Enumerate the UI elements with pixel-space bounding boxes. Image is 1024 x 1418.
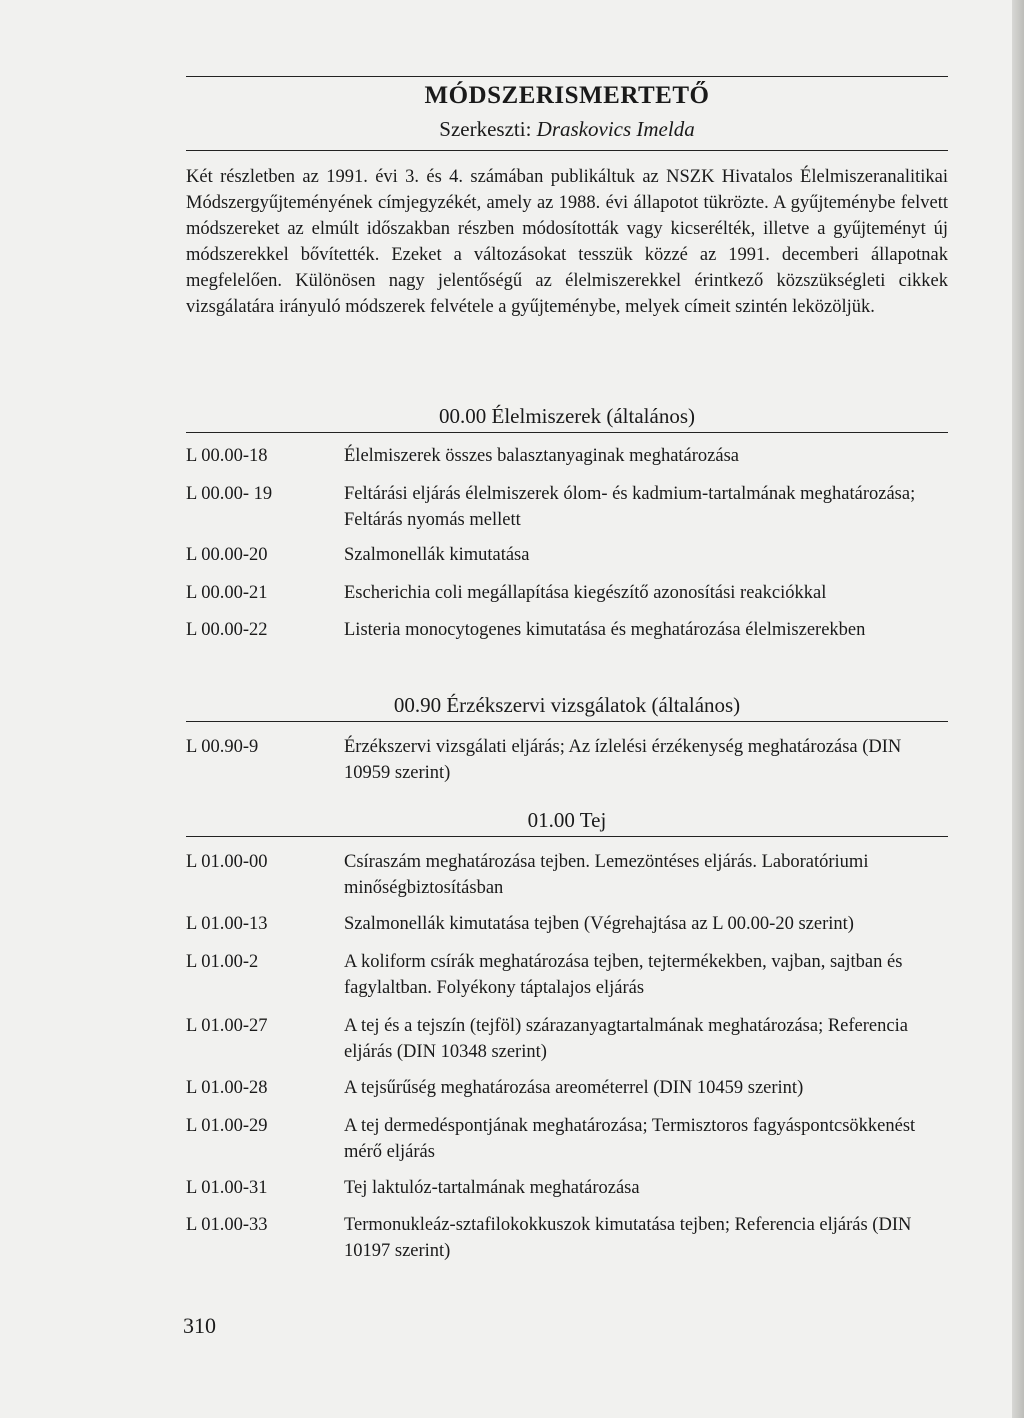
method-description: Termonukleáz-sztafilokokkuszok kimutatása tejben; Referencia eljárás (DIN 10197 szerint) (344, 1215, 912, 1261)
method-description: Listeria monocytogenes kimutatása és meghatározása élelmiszerekben (344, 620, 866, 640)
top-rule (186, 76, 948, 77)
method-description: Szalmonellák kimutatása (344, 545, 530, 565)
section-title: 00.00 Élelmiszerek (általános) (439, 404, 695, 428)
method-code: L 00.00-18 (186, 446, 268, 466)
editor-label: Szerkeszti: (439, 117, 532, 141)
method-description: Tej laktulóz-tartalmának meghatározása (344, 1178, 640, 1198)
method-code: L 01.00-00 (186, 852, 268, 872)
method-description: Feltárási eljárás élelmiszerek ólom- és kadmium-tartalmának meghatározása; Feltárás nyomás mellett (344, 484, 916, 530)
method-description: A tej és a tejszín (tejföl) szárazanyagtartalmának meghatározása; Referencia eljárás (DIN 10348 szerint) (344, 1016, 908, 1062)
page-edge (1012, 0, 1024, 1418)
section-title: 01.00 Tej (527, 808, 607, 832)
method-code: L 00.00- 19 (186, 484, 273, 504)
section-rule (186, 432, 948, 433)
section-title: 00.90 Érzékszervi vizsgálatok (általános) (393, 693, 741, 717)
method-description: Érzékszervi vizsgálati eljárás; Az ízlelési érzékenység meghatározása (DIN 10959 szerint) (344, 737, 902, 783)
header-rule (186, 150, 948, 151)
method-description: Szalmonellák kimutatása tejben (Végrehajtása az L 00.00-20 szerint) (344, 914, 854, 934)
method-description: A tej dermedéspontjának meghatározása; Termisztoros fagyáspontcsökkenést mérő eljárás (344, 1116, 916, 1162)
method-description: Csíraszám meghatározása tejben. Lemezöntéses eljárás. Laboratóriumi minőségbiztosításban (344, 852, 869, 898)
method-code: L 00.00-22 (186, 620, 268, 640)
method-code: L 01.00-27 (186, 1016, 268, 1036)
editor-line (186, 117, 948, 142)
method-code: L 00.00-20 (186, 545, 268, 565)
section-rule (186, 721, 948, 722)
method-description: A tejsűrűség meghatározása areométerrel (DIN 10459 szerint) (344, 1078, 804, 1098)
editor-name: Draskovics Imelda (536, 117, 695, 141)
method-code: L 01.00-33 (186, 1215, 268, 1235)
method-code: L 01.00-31 (186, 1178, 268, 1198)
method-code: L 01.00-28 (186, 1078, 268, 1098)
method-code: L 00.00-21 (186, 583, 268, 603)
page-number: 310 (183, 1313, 216, 1338)
intro-paragraph: Két részletben az 1991. évi 3. és 4. számában publikáltuk az NSZK Hivatalos Élelmiszeranalitikai Módszergyűjteményének címjegyzékét, amely az 1988. évi állapotot tükrözte. A gyűjteménybe felvett módszereket az elmúlt időszakban részben módosították vagy kicserélték, illetve a gyűjteményt új módszerekkel bővítették. Ezeket a változásokat tesszük közzé az 1991. decemberi állapotnak megfelelően. Különösen nagy jelentőségű az élelmiszerekkel érintkező közszükségleti cikkek vizsgálatára irányuló módszerek felvétele a gyűjteménybe, melyek címeit szintén leközöljük. (186, 167, 948, 317)
method-code: L 00.90-9 (186, 737, 259, 757)
method-description: Escherichia coli megállapítása kiegészítő azonosítási reakciókkal (344, 583, 827, 603)
method-code: L 01.00-29 (186, 1116, 268, 1136)
section-rule (186, 836, 948, 837)
method-description: A koliform csírák meghatározása tejben, tejtermékekben, vajban, sajtban és fagylaltban. Folyékony táptalajos eljárás (344, 952, 903, 998)
method-description: Élelmiszerek összes balasztanyaginak meghatározása (344, 446, 740, 466)
method-code: L 01.00-2 (186, 952, 259, 972)
method-code: L 01.00-13 (186, 914, 268, 934)
page-title: MÓDSZERISMERTETŐ (424, 82, 710, 109)
